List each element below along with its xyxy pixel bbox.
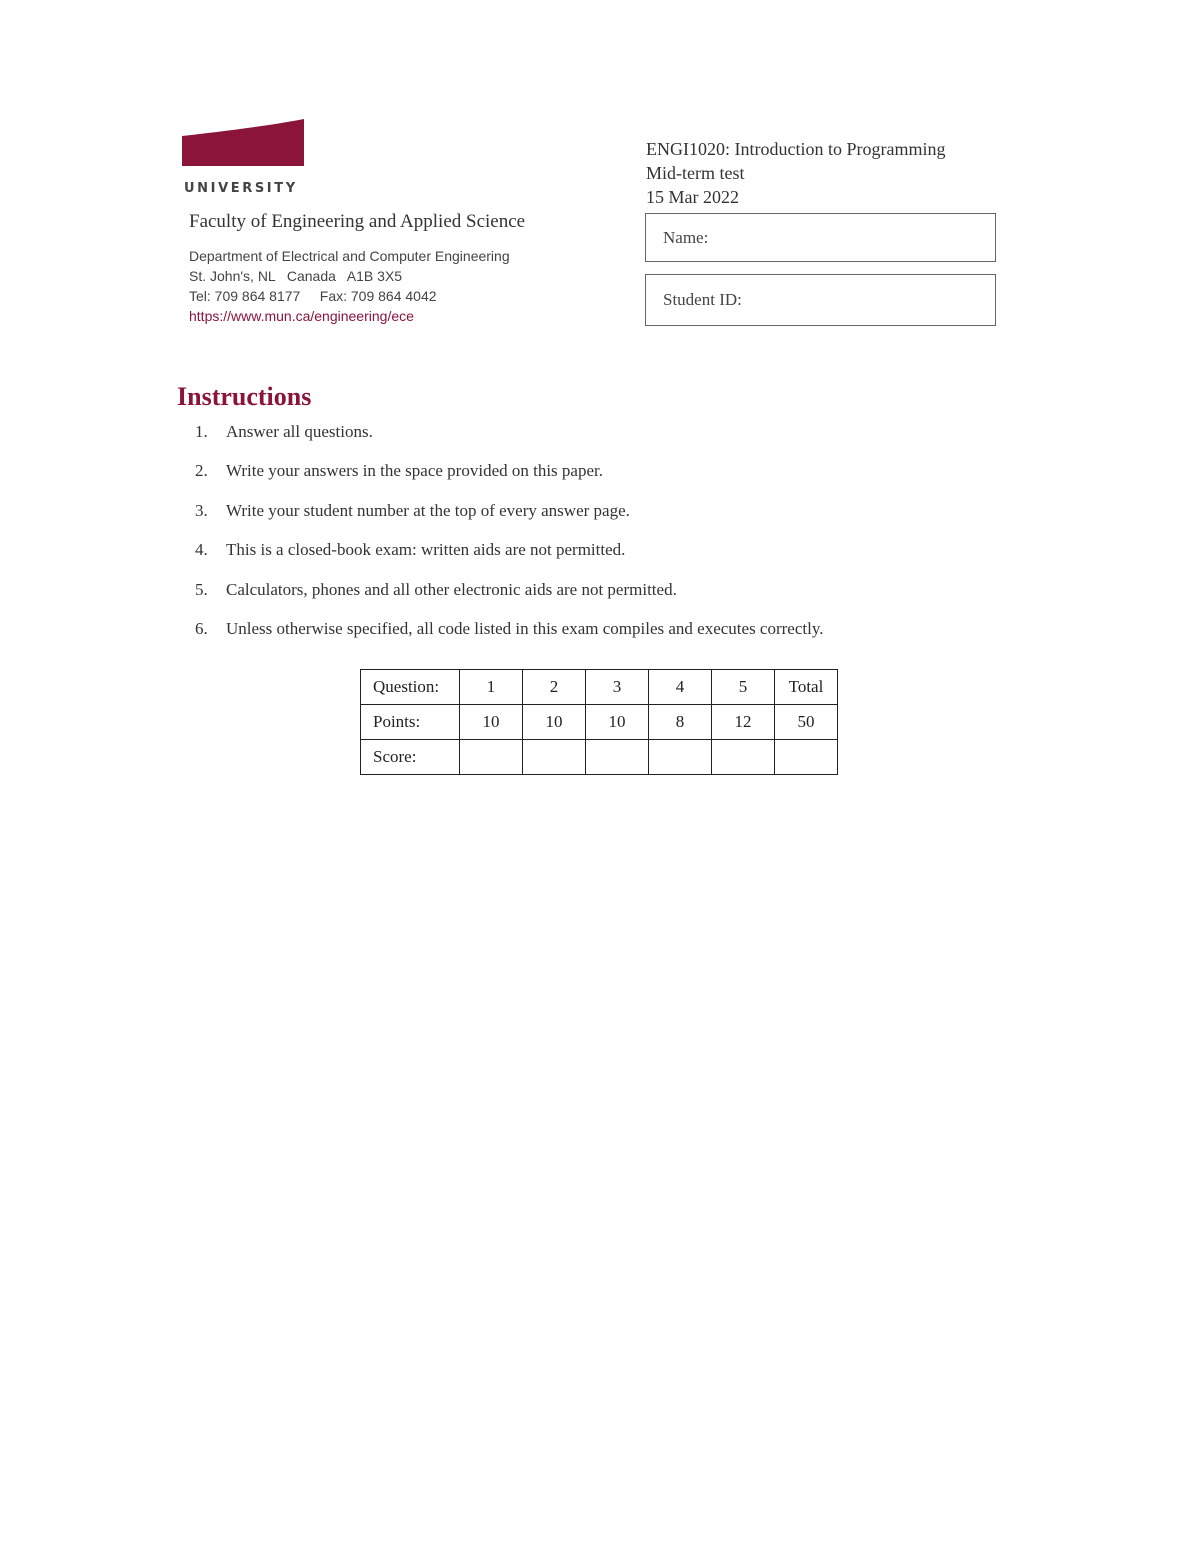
instruction-text: This is a closed-book exam: written aids are not permitted. <box>226 540 626 560</box>
student-id-label: Student ID: <box>663 290 742 309</box>
department-block <box>189 246 510 326</box>
test-type: Mid-term test <box>646 163 745 183</box>
instruction-text: Write your answers in the space provided on this paper. <box>226 461 603 481</box>
logo-text-university: UNIVERSITY <box>184 181 298 196</box>
instruction-item <box>195 617 823 656</box>
instruction-number: 6. <box>195 618 208 638</box>
score-cell[interactable] <box>649 740 712 775</box>
instruction-number: 2. <box>195 461 208 481</box>
points-row-label: Points: <box>361 705 460 740</box>
instruction-item <box>195 538 823 577</box>
instruction-item <box>195 499 823 538</box>
instruction-text: Write your student number at the top of every answer page. <box>226 500 630 520</box>
memorial-university-logo <box>178 118 308 198</box>
address: St. John's, NL Canada A1B 3X5 <box>189 268 403 284</box>
name-field[interactable] <box>645 213 996 262</box>
instructions-list <box>195 420 823 656</box>
instructions-heading: Instructions <box>177 382 312 411</box>
score-table <box>360 669 838 775</box>
score-row-label: Score: <box>361 740 460 775</box>
logo-text-memorial: MEMORIAL <box>184 164 293 182</box>
instruction-item <box>195 578 823 617</box>
question-row <box>361 670 838 705</box>
name-label: Name: <box>663 228 709 247</box>
question-cell: 2 <box>523 670 586 705</box>
instruction-number: 4. <box>195 540 208 560</box>
course-title: ENGI1020: Introduction to Programming <box>646 139 946 159</box>
department-name: Department of Electrical and Computer Engineering <box>189 248 510 264</box>
faculty-name: Faculty of Engineering and Applied Science <box>189 211 526 232</box>
score-row <box>361 740 838 775</box>
score-cell[interactable] <box>523 740 586 775</box>
points-cell: 10 <box>586 705 649 740</box>
instruction-item <box>195 420 823 459</box>
question-cell: 3 <box>586 670 649 705</box>
points-cell: 8 <box>649 705 712 740</box>
department-url[interactable]: https://www.mun.ca/engineering/ece <box>189 308 414 324</box>
phone-fax: Tel: 709 864 8177 Fax: 709 864 4042 <box>189 288 437 304</box>
student-id-field[interactable] <box>645 274 996 326</box>
points-row <box>361 705 838 740</box>
points-cell: 10 <box>523 705 586 740</box>
points-cell: 10 <box>460 705 523 740</box>
course-info <box>646 137 945 209</box>
question-cell: 4 <box>649 670 712 705</box>
points-cell: 12 <box>712 705 775 740</box>
score-cell[interactable] <box>712 740 775 775</box>
instruction-text: Calculators, phones and all other electronic aids are not permitted. <box>226 579 677 599</box>
instruction-text: Unless otherwise specified, all code listed in this exam compiles and executes correctly. <box>226 618 824 638</box>
points-cell: 50 <box>775 705 838 740</box>
score-cell[interactable] <box>460 740 523 775</box>
test-date: 15 Mar 2022 <box>646 187 739 207</box>
instruction-number: 1. <box>195 422 208 441</box>
score-cell[interactable] <box>775 740 838 775</box>
logo-graphic <box>178 118 308 198</box>
instruction-number: 5. <box>195 579 208 599</box>
score-cell[interactable] <box>586 740 649 775</box>
question-row-label: Question: <box>361 670 460 705</box>
instruction-number: 3. <box>195 500 208 520</box>
instruction-item <box>195 459 823 498</box>
question-cell: 5 <box>712 670 775 705</box>
instruction-text: Answer all questions. <box>226 422 373 441</box>
question-cell: 1 <box>460 670 523 705</box>
question-cell: Total <box>775 670 838 705</box>
